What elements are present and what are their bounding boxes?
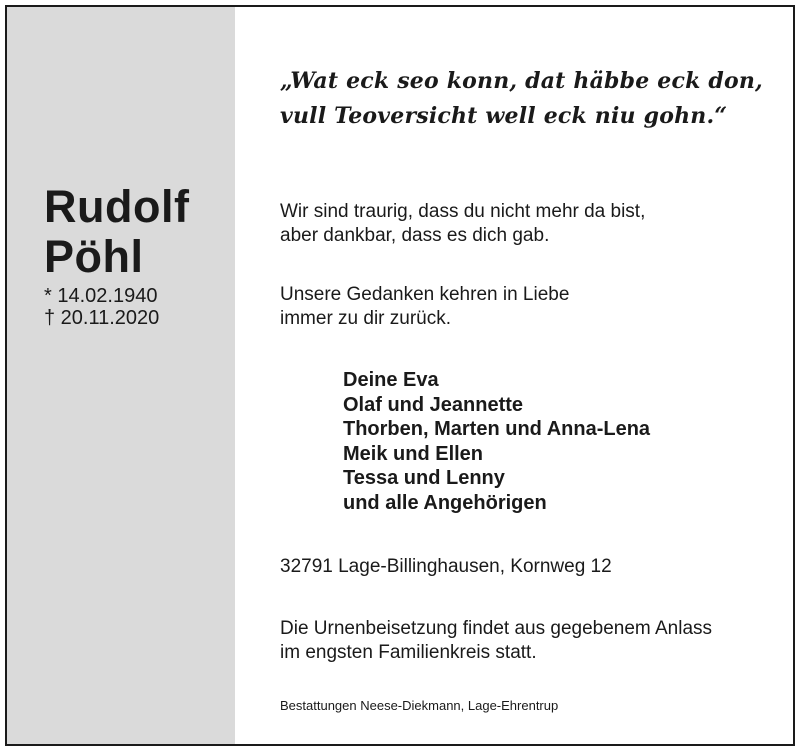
mourners-list <box>343 368 650 515</box>
mourner-entry: Olaf und Jeannette <box>343 393 524 416</box>
burial-notice-line-1: Die Urnenbeisetzung findet aus gegebenem Anlass <box>280 618 713 639</box>
burial-notice-line-2: im engsten Familienkreis statt. <box>280 642 537 663</box>
obituary-notice <box>5 5 795 746</box>
burial-notice <box>280 617 712 665</box>
thoughts-line-1: Unsere Gedanken kehren in Liebe <box>280 284 570 305</box>
family-address: 32791 Lage-Billinghausen, Kornweg 12 <box>280 556 612 577</box>
sidebar-panel <box>7 7 235 744</box>
main-content <box>280 7 793 744</box>
thoughts-line-2: immer zu dir zurück. <box>280 308 452 329</box>
mourner-entry: Deine Eva <box>343 369 439 391</box>
sorrow-line-1: Wir sind traurig, dass du nicht mehr da bist, <box>280 201 646 222</box>
sorrow-paragraph <box>280 200 645 248</box>
quote-line-1: „Wat eck seo konn, dat häbbe eck don, <box>280 68 763 94</box>
funeral-home-credit: Bestattungen Neese-Diekmann, Lage-Ehrentrup <box>280 698 559 713</box>
mourner-entry: Meik und Ellen <box>343 442 484 465</box>
dialect-quote <box>280 64 763 134</box>
sorrow-line-2: aber dankbar, dass es dich gab. <box>280 225 550 246</box>
death-date: † 20.11.2020 <box>44 307 160 329</box>
deceased-last-name: Pöhl <box>44 231 144 282</box>
mourner-entry: und alle Angehörigen <box>343 491 547 514</box>
birth-date: * 14.02.1940 <box>44 285 158 307</box>
quote-line-2: vull Teoversicht well eck niu gohn.“ <box>280 103 728 129</box>
deceased-first-name: Rudolf <box>44 181 190 232</box>
thoughts-paragraph <box>280 283 569 331</box>
mourner-entry: Tessa und Lenny <box>343 467 505 489</box>
mourner-entry: Thorben, Marten und Anna-Lena <box>343 418 651 440</box>
